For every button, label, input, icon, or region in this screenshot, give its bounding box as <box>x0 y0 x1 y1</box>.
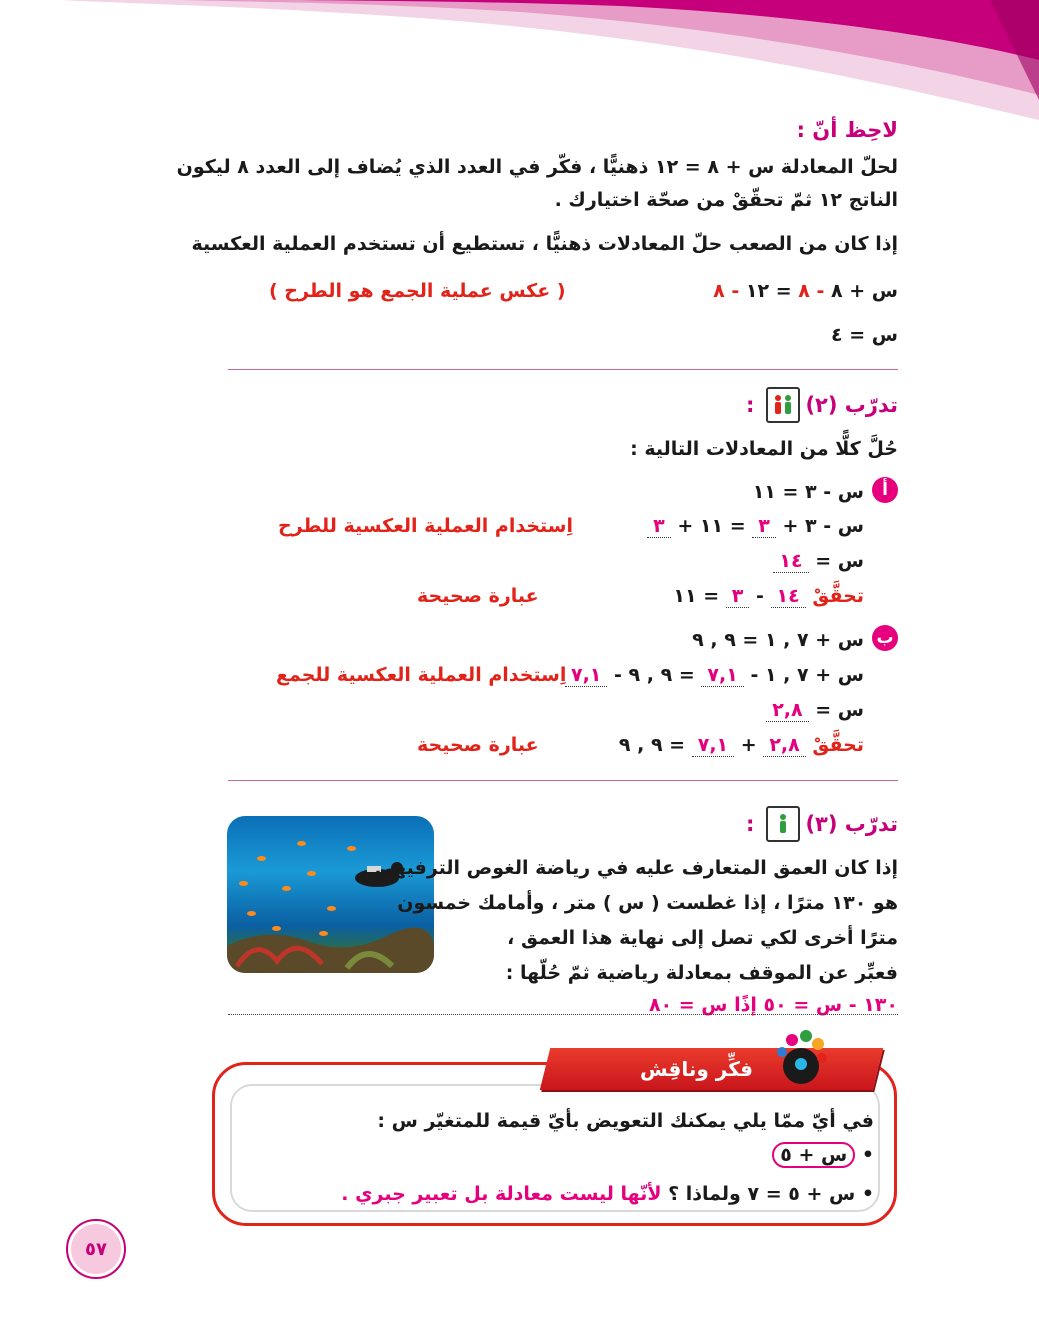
practice2-title: تدرّب (٢) <box>805 393 898 417</box>
page-number: ٥٧ <box>71 1224 121 1274</box>
practice2-colon: : <box>746 393 755 417</box>
people-icon <box>766 387 800 423</box>
circled-expression[interactable]: س + ٥ <box>772 1142 855 1168</box>
think-bullet-1: • س + ٥ <box>772 1142 874 1168</box>
practice3-colon: : <box>746 812 755 836</box>
part-a-badge: أ <box>872 477 898 503</box>
part-a-check: تحقَّقْ ١٤ - ٣ = ١١ <box>673 585 864 607</box>
practice3-line-3: مترًا أخرى لكي تصل إلى نهاية هذا العمق ، <box>507 927 898 949</box>
think-question: في أيّ ممّا يلي يمكنك التعويض بأيّ قيمة للمتغيّر س : <box>377 1110 874 1132</box>
section-separator-2 <box>228 780 898 781</box>
part-b-fill-2[interactable]: ٧,١ <box>565 664 607 687</box>
part-b-check: تحقَّقْ ٢,٨ + ٧,١ = ٩ , ٩ <box>618 734 864 756</box>
answer-dotted-line <box>228 1014 898 1015</box>
practice3-line-1: إذا كان العمق المتعارف عليه في رياضة الغوص الترفيهي <box>374 857 898 879</box>
practice3-answer[interactable]: ١٣٠ - س = ٥٠ إذًا س = ٨٠ <box>648 994 898 1016</box>
part-a-fill-3[interactable]: ١٤ <box>773 550 808 573</box>
practice2-instruction: حُلَّ كلًّا من المعادلات التالية : <box>630 438 898 460</box>
part-a-equation: س - ٣ = ١١ <box>752 481 864 503</box>
note-equation-1: س + ٨ - ٨ = ١٢ - ٨ <box>713 280 898 302</box>
part-a-check-fill-1[interactable]: ١٤ <box>771 585 806 608</box>
part-b-check-note: عبارة صحيحة <box>417 734 539 756</box>
part-b-fill-1[interactable]: ٧,١ <box>701 664 743 687</box>
part-a-step-1-note: اِستخدام العملية العكسية للطرح <box>278 515 573 537</box>
part-a-check-note: عبارة صحيحة <box>417 585 539 607</box>
part-b-step-1-note: اِستخدام العملية العكسية للجمع <box>276 664 567 686</box>
note-equation-2: س = ٤ <box>831 324 898 346</box>
person-icon <box>766 806 800 842</box>
part-b-step-1: س + ٧ , ١ - ٧,١ = ٩ , ٩ - ٧,١ <box>565 662 864 688</box>
think-answer[interactable]: لأنّها ليست معادلة بل تعبير جبري . <box>341 1183 662 1205</box>
part-a-step-2: س = ١٤ <box>773 548 864 574</box>
part-b-fill-3[interactable]: ٢,٨ <box>766 699 808 722</box>
part-a-step-1: س - ٣ + ٣ = ١١ + ٣ <box>647 513 864 539</box>
think-discuss-title: فكِّر وناقِش <box>640 1057 753 1081</box>
part-a-check-fill-2[interactable]: ٣ <box>726 585 750 608</box>
part-a-fill-1[interactable]: ٣ <box>752 515 776 538</box>
note-line-2: الناتج ١٢ ثمّ تحقّقْ من صحّة اختيارك . <box>554 189 898 211</box>
note-line-3: إذا كان من الصعب حلّ المعادلات ذهنيًّا ، تستطيع أن تستخدم العملية العكسية <box>191 233 898 255</box>
part-b-badge: ب <box>872 625 898 651</box>
thinking-head-icon <box>770 1028 832 1090</box>
part-b-check-fill-2[interactable]: ٧,١ <box>692 734 734 757</box>
practice3-line-4: فعبِّر عن الموقف بمعادلة رياضية ثمّ حُلّها : <box>505 962 898 984</box>
part-a-fill-2[interactable]: ٣ <box>647 515 671 538</box>
page-number-badge <box>66 1219 126 1279</box>
practice3-title: تدرّب (٣) <box>805 812 898 836</box>
part-b-step-2: س = ٢,٨ <box>766 697 864 723</box>
note-equation-1-explanation: ( عكس عملية الجمع هو الطرح ) <box>269 280 566 302</box>
part-b-equation: س + ٧ , ١ = ٩ , ٩ <box>692 629 864 651</box>
note-line-1: لحلّ المعادلة س + ٨ = ١٢ ذهنيًّا ، فكّر في العدد الذي يُضاف إلى العدد ٨ ليكون <box>176 156 898 178</box>
think-bullet-2: • س + ٥ = ٧ ولماذا ؟ لأنّها ليست معادلة بل تعبير جبري . <box>341 1183 874 1205</box>
note-heading: لاحِظ أنّ : <box>796 118 898 142</box>
part-b-check-fill-1[interactable]: ٢,٨ <box>763 734 805 757</box>
practice3-line-2: هو ١٣٠ مترًا ، إذا غطست ( س ) متر ، وأمامك خمسون <box>397 892 898 914</box>
section-separator <box>228 369 898 370</box>
